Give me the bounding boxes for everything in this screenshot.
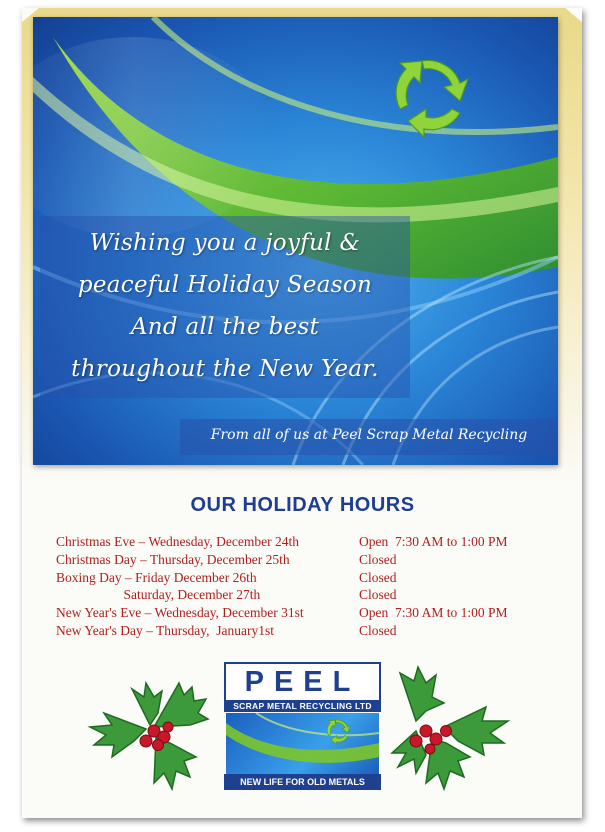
holly-icon xyxy=(386,663,526,793)
hours-row xyxy=(56,587,566,605)
hours-day: New Year's Day – Thursday, January1st xyxy=(56,622,275,638)
from-text: From all of us at Peel Scrap Metal Recycling xyxy=(210,427,528,443)
hours-row xyxy=(56,570,566,588)
greeting-line: peaceful Holiday Season xyxy=(77,272,373,298)
hours-row xyxy=(56,623,566,641)
recycle-icon xyxy=(385,50,475,140)
logo-subtitle: SCRAP METAL RECYCLING LTD xyxy=(224,700,381,712)
logo-swoosh xyxy=(226,713,379,775)
hours-status: Closed xyxy=(359,622,397,638)
hours-row xyxy=(56,552,566,570)
hours-row xyxy=(56,534,566,552)
hours-status: Open 7:30 AM to 1:00 PM xyxy=(359,605,508,621)
logo-tagline: NEW LIFE FOR OLD METALS xyxy=(224,774,381,790)
hours-list xyxy=(56,534,566,641)
hours-title: OUR HOLIDAY HOURS xyxy=(190,494,415,516)
hours-status: Closed xyxy=(359,587,397,603)
peel-logo xyxy=(224,662,381,792)
greeting-line: Wishing you a joyful & xyxy=(89,230,361,256)
hours-day: Christmas Day – Thursday, December 25th xyxy=(56,551,290,567)
hours-day: Saturday, December 27th xyxy=(56,587,261,603)
hours-day: Christmas Eve – Wednesday, December 24th xyxy=(56,534,299,549)
hours-status: Closed xyxy=(359,551,397,567)
hours-day: New Year's Eve – Wednesday, December 31st xyxy=(56,605,304,621)
holly-icon xyxy=(84,665,224,795)
hours-status: Open 7:30 AM to 1:00 PM xyxy=(359,534,508,549)
hours-status: Closed xyxy=(359,569,397,585)
greeting-line: And all the best xyxy=(130,314,320,340)
hours-row xyxy=(56,605,566,623)
greeting-text xyxy=(40,222,410,390)
logo-name: PEEL xyxy=(224,662,381,702)
greeting-line: throughout the New Year. xyxy=(71,356,379,382)
hours-day: Boxing Day – Friday December 26th xyxy=(56,569,257,585)
logo-image xyxy=(226,713,379,775)
